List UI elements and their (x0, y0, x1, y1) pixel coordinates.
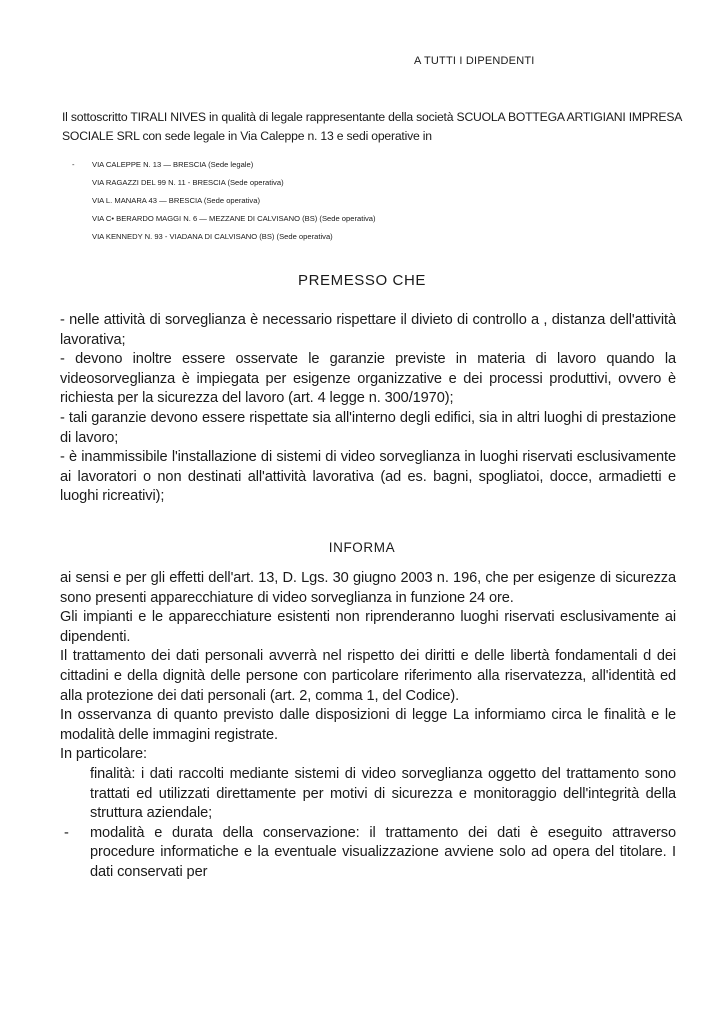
site-address: VIA RAGAZZI DEL 99 N. 11 - BRESCIA (Sede operativa) (92, 178, 284, 187)
site-item (68, 156, 488, 174)
site-item (68, 192, 488, 210)
site-address: VIA C• BERARDO MAGGI N. 6 — MEZZANE DI CALVISANO (BS) (Sede operativa) (92, 214, 376, 223)
heading-informa: INFORMA (328, 540, 396, 555)
heading-premesso-che: PREMESSO CHE (297, 272, 427, 289)
site-address: VIA L. MANARA 43 — BRESCIA (Sede operativa) (92, 196, 260, 205)
particolare-text: finalità: i dati raccolti mediante sistemi di video sorveglianza oggetto del trattamento sono trattati ed utilizzati direttamente per motivi di sicurezza e monitoraggio dell'integrità della struttura aziendale; (90, 765, 676, 822)
premesso-item: - è inammissibile l'installazione di sistemi di video sorveglianza in luoghi riservati esclusivamente ai lavoratori o non destinati all'attività lavorativa (ad es. bagni, spogliatoi, docce, armadietti e luoghi ricreativi); (60, 449, 676, 505)
informa-section (60, 569, 676, 883)
site-address: VIA KENNEDY N. 93 - VIADANA DI CALVISANO (BS) (Sede operativa) (92, 232, 333, 241)
premesso-item: - tali garanzie devono essere rispettate sia all'interno degli edifici, sia in altri luoghi di prestazione di lavoro; (60, 409, 676, 446)
informa-paragraph: In osservanza di quanto previsto dalle disposizioni di legge La informiamo circa le finalità e le modalità delle immagini registrate. (60, 707, 676, 743)
list-dash: - (64, 824, 69, 841)
site-item (68, 174, 488, 192)
informa-paragraph: ai sensi e per gli effetti dell'art. 13, D. Lgs. 30 giugno 2003 n. 196, che per esigenze di sicurezza sono presenti apparecchiature di video sorveglianza in funzione 24 ore. (60, 570, 676, 606)
intro-paragraph: Il sottoscritto TIRALI NIVES in qualità di legale rappresentante della società SCUOLA BOTTEGA ARTIGIANI IMPRESA SOCIALE SRL con sede legale in Via Caleppe n. 13 e sedi operative in (62, 110, 682, 143)
particolare-text: modalità e durata della conservazione: il trattamento dei dati è eseguito attraverso procedure informatiche e la eventuale visualizzazione avviene solo ad opera del titolare. I dati conservati per (90, 824, 676, 880)
informa-paragraph: In particolare: (60, 746, 147, 763)
particolare-item (60, 824, 676, 883)
site-item (68, 228, 488, 246)
operating-sites-list (68, 156, 488, 246)
premesso-item: - devono inoltre essere osservate le garanzie previste in materia di lavoro quando la videosorveglianza è impiegata per esigenze organizzative e dei processi produttivi, ovvero è richiesta per la sicurezza del lavoro (art. 4 legge n. 300/1970); (60, 351, 676, 407)
premesso-item: - nelle attività di sorveglianza è necessario rispettare il divieto di controllo a , distanza dell'attività lavorativa; (60, 312, 676, 348)
site-address: VIA CALEPPE N. 13 — BRESCIA (Sede legale) (92, 160, 254, 169)
addressee: A TUTTI I DIPENDENTI (414, 55, 535, 67)
list-marker: - (72, 160, 75, 169)
informa-paragraph: Gli impianti e le apparecchiature esistenti non riprenderanno luoghi riservati esclusivamente ai dipendenti. (60, 609, 676, 645)
site-item (68, 210, 488, 228)
particolare-item (60, 765, 676, 824)
particolare-list (60, 765, 676, 883)
informa-paragraph: Il trattamento dei dati personali avverrà nel rispetto dei diritti e delle libertà fondamentali d dei cittadini e della dignità delle persone con particolare riferimento alla riservatezza, all'identità ed alla protezione dei dati personali (art. 2, comma 1, del Codice). (60, 648, 676, 704)
premesso-section (60, 311, 676, 507)
